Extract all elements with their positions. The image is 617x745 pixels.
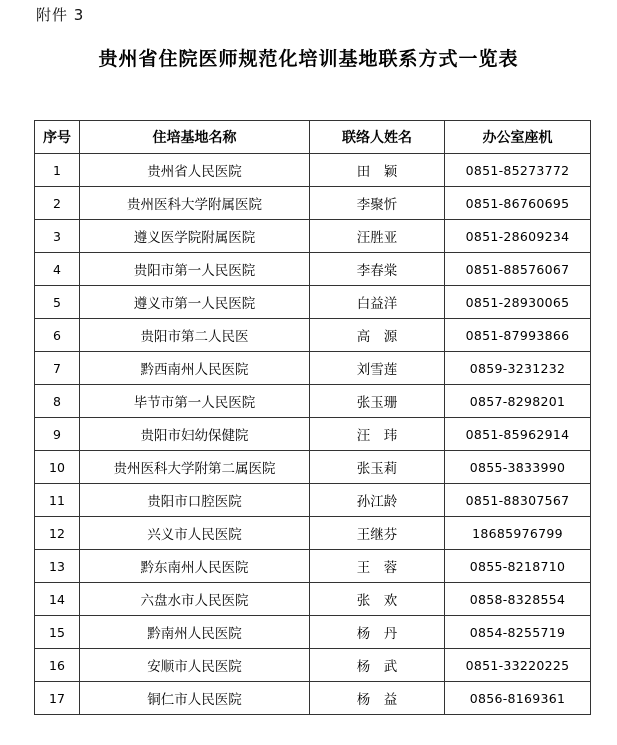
table-row	[35, 286, 591, 319]
row-base-name: 黔西南州人民医院	[80, 352, 310, 385]
table-row	[35, 385, 591, 418]
row-office-phone: 18685976799	[445, 517, 591, 550]
table-row	[35, 649, 591, 682]
row-office-phone: 0851-85273772	[445, 154, 591, 187]
row-office-phone: 0851-88307567	[445, 484, 591, 517]
row-number: 12	[35, 517, 80, 550]
header-contact-name: 联络人姓名	[310, 121, 445, 154]
row-office-phone: 0851-28609234	[445, 220, 591, 253]
row-base-name: 铜仁市人民医院	[80, 682, 310, 715]
row-contact-name: 白益洋	[310, 286, 445, 319]
table-row	[35, 352, 591, 385]
row-office-phone: 0851-87993866	[445, 319, 591, 352]
row-contact-name: 田 颖	[310, 154, 445, 187]
row-base-name: 安顺市人民医院	[80, 649, 310, 682]
row-number: 17	[35, 682, 80, 715]
row-number: 2	[35, 187, 80, 220]
row-contact-name: 张 欢	[310, 583, 445, 616]
row-office-phone: 0855-8218710	[445, 550, 591, 583]
row-number: 13	[35, 550, 80, 583]
table-row	[35, 253, 591, 286]
row-office-phone: 0857-8298201	[445, 385, 591, 418]
row-number: 4	[35, 253, 80, 286]
row-office-phone: 0855-3833990	[445, 451, 591, 484]
row-base-name: 遵义市第一人民医院	[80, 286, 310, 319]
row-office-phone: 0851-85962914	[445, 418, 591, 451]
row-office-phone: 0859-3231232	[445, 352, 591, 385]
row-number: 3	[35, 220, 80, 253]
row-number: 6	[35, 319, 80, 352]
row-number: 1	[35, 154, 80, 187]
row-contact-name: 张玉莉	[310, 451, 445, 484]
row-base-name: 六盘水市人民医院	[80, 583, 310, 616]
row-number: 7	[35, 352, 80, 385]
row-base-name: 贵阳市第一人民医院	[80, 253, 310, 286]
header-number: 序号	[35, 121, 80, 154]
row-office-phone: 0854-8255719	[445, 616, 591, 649]
table-row	[35, 451, 591, 484]
attachment-label: 附件 3	[36, 6, 85, 24]
table-row	[35, 583, 591, 616]
row-office-phone: 0851-88576067	[445, 253, 591, 286]
row-contact-name: 李聚忻	[310, 187, 445, 220]
table-row	[35, 484, 591, 517]
row-base-name: 贵州医科大学附属医院	[80, 187, 310, 220]
table-row	[35, 187, 591, 220]
table-row	[35, 682, 591, 715]
row-office-phone: 0851-33220225	[445, 649, 591, 682]
row-contact-name: 王 蓉	[310, 550, 445, 583]
row-base-name: 黔南州人民医院	[80, 616, 310, 649]
row-contact-name: 杨 武	[310, 649, 445, 682]
table-row	[35, 517, 591, 550]
row-base-name: 黔东南州人民医院	[80, 550, 310, 583]
row-contact-name: 汪胜亚	[310, 220, 445, 253]
row-number: 10	[35, 451, 80, 484]
row-base-name: 贵阳市第二人民医	[80, 319, 310, 352]
row-contact-name: 孙江龄	[310, 484, 445, 517]
table-row	[35, 418, 591, 451]
row-base-name: 贵阳市妇幼保健院	[80, 418, 310, 451]
table-row	[35, 550, 591, 583]
row-number: 11	[35, 484, 80, 517]
row-base-name: 贵州省人民医院	[80, 154, 310, 187]
row-office-phone: 0851-86760695	[445, 187, 591, 220]
row-number: 5	[35, 286, 80, 319]
table-body	[35, 154, 591, 715]
row-number: 8	[35, 385, 80, 418]
row-base-name: 遵义医学院附属医院	[80, 220, 310, 253]
table-row	[35, 616, 591, 649]
table-row	[35, 154, 591, 187]
header-office-phone: 办公室座机	[445, 121, 591, 154]
row-contact-name: 杨 益	[310, 682, 445, 715]
row-contact-name: 刘雪莲	[310, 352, 445, 385]
row-office-phone: 0856-8169361	[445, 682, 591, 715]
row-contact-name: 张玉珊	[310, 385, 445, 418]
row-base-name: 贵阳市口腔医院	[80, 484, 310, 517]
row-number: 16	[35, 649, 80, 682]
row-contact-name: 汪 玮	[310, 418, 445, 451]
row-number: 15	[35, 616, 80, 649]
row-office-phone: 0858-8328554	[445, 583, 591, 616]
table-row	[35, 319, 591, 352]
row-contact-name: 王继芬	[310, 517, 445, 550]
header-base-name: 住培基地名称	[80, 121, 310, 154]
table-header-row	[35, 121, 591, 154]
row-contact-name: 杨 丹	[310, 616, 445, 649]
document-title: 贵州省住院医师规范化培训基地联系方式一览表	[98, 48, 519, 70]
row-contact-name: 李春棠	[310, 253, 445, 286]
table-row	[35, 220, 591, 253]
contact-table	[34, 120, 591, 715]
row-base-name: 兴义市人民医院	[80, 517, 310, 550]
row-number: 14	[35, 583, 80, 616]
row-base-name: 毕节市第一人民医院	[80, 385, 310, 418]
row-base-name: 贵州医科大学附第二属医院	[80, 451, 310, 484]
row-office-phone: 0851-28930065	[445, 286, 591, 319]
row-number: 9	[35, 418, 80, 451]
row-contact-name: 高 源	[310, 319, 445, 352]
